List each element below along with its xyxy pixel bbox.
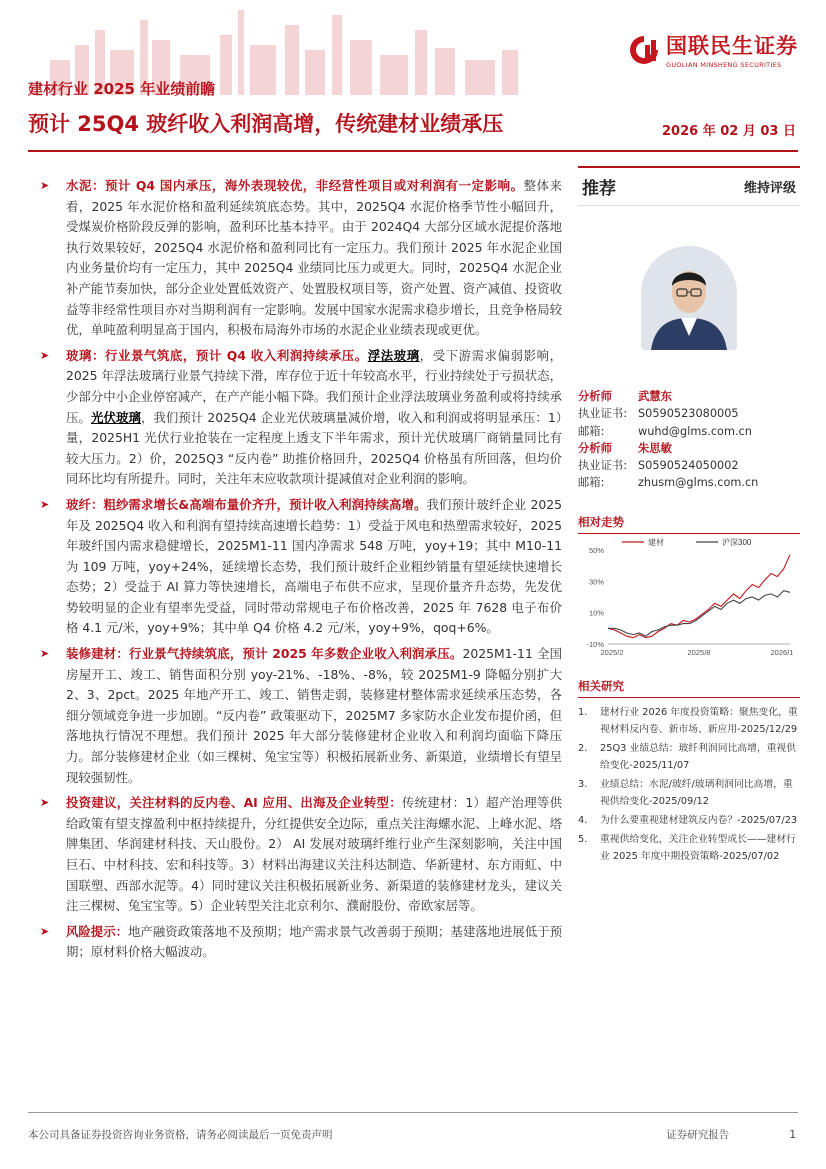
- analyst-email-row: [578, 423, 800, 440]
- relative-trend-chart: [578, 536, 800, 664]
- x-tick-label: 2025/8: [687, 647, 711, 657]
- bullet-text: 整体来看，2025 年水泥价格和盈利延续筑底态势。其中，2025Q4 水泥价格季节性小幅回升，受煤炭价格阶段反弹的影响，盈利环比基本持平。由于 2024Q4 大部分区域水泥提价落地执行效果较好，2025Q4 水泥价格和盈利同比有一定压力。我们预计 2025 年水泥企业国内业务量价均有一定压力，其中 2025Q4 业绩同比压力或更大。同时，2025Q4 水泥企业补产能节奏加快，部分企业处置低效资产、处置股权项目等，资产处置、资产减值、投资收益等非经常性项目亦对当期利润有一定影响。发展中国家水泥需求稳步增长，且竞争格局较优，单吨盈利明显高于国内，积极布局海外市场的水泥企业业绩表现或更优。: [66, 178, 562, 338]
- analyst-name-row: [578, 388, 800, 405]
- analyst-label: 分析师: [578, 441, 612, 455]
- report-title: 预计 25Q4 玻纤收入利润高增，传统建材业绩承压: [28, 112, 504, 136]
- arrow-icon: ➤: [40, 796, 50, 810]
- report-category: 建材行业 2025 年业绩前瞻: [28, 80, 216, 98]
- email-label: 邮箱:: [578, 476, 605, 490]
- related-item-text: 重视供给变化，关注企业转型成长——建材行业 2025 年度中期投资策略-2025/07/02: [600, 833, 796, 862]
- email-label: 邮箱:: [578, 424, 605, 438]
- bullet-text: ，我们预计 2025Q4 企业光伏玻璃量减价增，收入和利润或将明显承压：1）量，2025H1 光伏行业抢装在一定程度上透支下半年需求，预计光伏玻璃厂商销量同比有较大压力。2）价，2025Q3 “反内卷” 助推价格回升，2025Q4 价格虽有所回落，但均价同环比均有所提升。同时，关注年末应收款项计提减值对企业利润的影响。: [66, 409, 563, 487]
- related-item-text: 为什么要重视建材建筑反内卷？-2025/07/23: [600, 814, 798, 826]
- bullet-cement: [38, 176, 562, 341]
- analyst-label: 分析师: [578, 390, 612, 403]
- related-item-text: 建材行业 2026 年度投资策略：聚焦变化，重视材料反内卷、新市场、新应用-2025/12/29: [600, 706, 798, 735]
- series-line-building-materials: [608, 554, 790, 637]
- page-number: 1: [789, 1129, 796, 1141]
- y-tick-label: 10%: [588, 608, 604, 618]
- logo-icon: [628, 34, 660, 66]
- bullet-bold-float-glass: 浮法玻璃: [367, 347, 420, 363]
- analyst-email[interactable]: zhusm@glms.com.cn: [638, 476, 759, 490]
- logo-text-cn: 国联民生证券: [666, 34, 798, 58]
- cert-label: 执业证书:: [578, 459, 627, 473]
- analyst-cert-row: [578, 457, 800, 474]
- analyst-list: [578, 388, 800, 492]
- related-item-number: 3.: [578, 778, 588, 790]
- footer-divider: [28, 1112, 798, 1113]
- related-item[interactable]: [578, 831, 800, 865]
- bullet-text: ，受下游需求偏弱影响，2025 年浮法玻璃行业景气持续下滑，库存位于近十年较高水平，行业持续处于亏损状态，少部分中小企业停窑减产，在产产能小幅下降。我们预计企业浮法玻璃业务盈利或将持续承压。: [66, 347, 562, 425]
- legend-label: 建材: [648, 537, 664, 547]
- cert-number: S0590524050002: [638, 459, 739, 473]
- related-item[interactable]: [578, 740, 800, 774]
- y-tick-label: -10%: [586, 639, 604, 649]
- title-divider: [28, 150, 798, 152]
- bullet-glass: [38, 346, 562, 490]
- analyst-photo: [641, 246, 737, 350]
- x-tick-label: 2026/1: [770, 647, 794, 657]
- analyst-name-row: [578, 440, 800, 457]
- analyst-email[interactable]: wuhd@glms.com.cn: [638, 424, 752, 438]
- related-item-number: 5.: [578, 833, 588, 845]
- related-list: [578, 704, 800, 865]
- y-tick-label: 30%: [588, 577, 604, 587]
- bullet-lead: 玻璃：行业景气筑底，预计 Q4 收入利润持续承压。: [66, 347, 368, 363]
- related-item[interactable]: [578, 812, 800, 829]
- analyst-cert-row: [578, 405, 800, 422]
- logo-text-en: GUOLIAN MINSHENG SECURITIES: [666, 61, 782, 69]
- series-line-csi300: [608, 590, 790, 636]
- bullet-lead: 装修建材：行业景气持续筑底，预计 2025 年多数企业收入利润承压。: [66, 646, 463, 662]
- analyst-name: 武慧东: [638, 390, 672, 403]
- bullet-lead: 玻纤：粗纱需求增长&高端布量价齐升，预计收入利润持续高增。: [66, 496, 427, 512]
- bullet-risk: [38, 922, 562, 963]
- bullet-lead: 投资建议，关注材料的反内卷、AI 应用、出海及企业转型：: [66, 795, 402, 811]
- bullet-text: 地产融资政策落地不及预期；地产需求景气改善弱于预期；基建落地进展低于预期；原材料价格大幅波动。: [66, 923, 563, 960]
- rating-box: [578, 166, 800, 206]
- related-item-text: 业绩总结：水泥/玻纤/玻璃利润同比高增，重视供给变化-2025/09/12: [600, 778, 793, 807]
- related-title: 相关研究: [578, 678, 800, 698]
- sidebar: [578, 166, 800, 867]
- analyst-name: 朱思敏: [638, 441, 672, 455]
- bullet-bold-pv-glass: 光伏玻璃: [90, 409, 141, 425]
- main-content: [38, 176, 562, 968]
- bullet-investment: [38, 793, 562, 917]
- y-tick-label: 50%: [588, 545, 604, 555]
- footer-report-type: 证券研究报告: [666, 1129, 730, 1141]
- cert-number: S0590523080005: [638, 407, 739, 421]
- arrow-icon: ➤: [40, 348, 50, 362]
- relative-trend-section: [578, 514, 800, 664]
- report-date: 2026 年 02 月 03 日: [662, 124, 796, 139]
- rating-label: 推荐: [582, 179, 616, 199]
- footer-disclaimer: 本公司具备证券投资咨询业务资格，请务必阅读最后一页免责声明: [28, 1129, 333, 1141]
- rating-value: 维持评级: [743, 181, 796, 196]
- bullet-decoration: [38, 644, 562, 788]
- related-item-number: 4.: [578, 814, 588, 826]
- footer-right: [666, 1127, 796, 1142]
- cert-label: 执业证书:: [578, 407, 627, 421]
- bullet-text: 传统建材：1）超产治理等供给政策有望支撑盈利中枢持续提升，分红提供安全边际，重点关注海螺水泥、上峰水泥、塔牌集团、华润建材科技、天山股份。2） AI 发展对玻璃纤维行业产生深刻影响，关注中国巨石、中材科技、宏和科技等。3）材料出海建议关注科达制造、华新建材、东方雨虹、中国联塑、西部水泥等。4）同时建议关注积极拓展新业务、新渠道的装修建材龙头，建议关注三棵树、兔宝宝等。5）企业转型关注北京利尔、濮耐股份、帝欧家居等。: [66, 795, 562, 914]
- trend-title: 相对走势: [578, 514, 800, 534]
- legend-label: 沪深300: [722, 537, 752, 547]
- bullet-lead: 风险提示：: [66, 923, 129, 939]
- related-item-number: 1.: [578, 706, 588, 718]
- x-tick-label: 2025/2: [600, 647, 624, 657]
- arrow-icon: ➤: [40, 179, 50, 192]
- arrow-icon: ➤: [40, 647, 50, 661]
- bullet-text: 2025M1-11 全国房屋开工、竣工、销售面积分别 yoy-21%、-18%、-8%，较 2025M1-9 降幅分别扩大 2、3、2pct。2025 年地产开工、竣工、销售走弱，装修建材整体需求延续承压态势，各细分领域竞争进一步加剧。“反内卷” 政策驱动下，2025M7 多家防水企业发布提价函，但落地执行情况不理想。我们预计 2025 年大部分装修建材企业收入和利润均面临下降压力。部分装修建材企业（如三棵树、兔宝宝等）积极拓展新业务、新渠道，业绩增长有望呈现较强韧性。: [66, 646, 562, 785]
- arrow-icon: ➤: [40, 924, 50, 938]
- bullet-text: 我们预计玻纤企业 2025 年及 2025Q4 收入和利润有望持续高速增长趋势：1）受益于风电和热塑需求较好，2025 年玻纤国内需求稳健增长，2025M1-11 国内净需求 548 万吨，yoy+19；其中 M10-11 为 109 万吨，yoy+24%，延续增长态势，我们预计玻纤企业粗纱销量有望延续快速增长态势；2）受益于 AI 算力等快速增长，高端电子布供不应求，呈现价量齐升态势，先发优势较明显的企业有望率先受益，同时带动常规电子布价格改善，2025 年 7628 电子布价格 4.1 元/米，yoy+9%；其中单 Q4 价格 4.2 元/米，yoy+9%，qoq+6%。: [66, 496, 562, 636]
- related-item-text: 25Q3 业绩总结：玻纤利润同比高增，重视供给变化-2025/11/07: [600, 742, 797, 771]
- related-research-section: [578, 678, 800, 865]
- analyst-portrait-icon: [641, 246, 737, 350]
- related-item[interactable]: [578, 704, 800, 738]
- related-item[interactable]: [578, 776, 800, 810]
- related-item-number: 2.: [578, 742, 588, 754]
- bullet-lead: 水泥：预计 Q4 国内承压，海外表现较优，非经营性项目或对利润有一定影响。: [66, 178, 524, 193]
- arrow-icon: ➤: [40, 497, 50, 511]
- analyst-email-row: [578, 474, 800, 491]
- company-logo: [628, 30, 798, 69]
- bullet-fiberglass: [38, 495, 562, 639]
